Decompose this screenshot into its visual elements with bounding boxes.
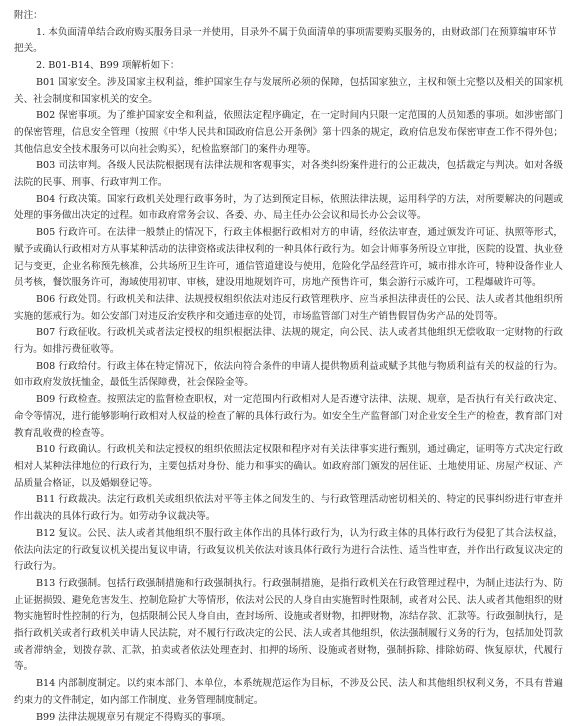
item-b13-administrative-enforcement: B13 行政强制。包括行政强制措施和行政强制执行。行政强制措施，是指行政机关在行政管理过程中，为制止违法行为、防止证据损毁、避免危害发生、控制危险扩大等情形，依法对公民的人身自由实施暂时性限制，或者对公民、法人或者其他组织的财物实施暂时性控制的行为，包括限制公民人身自由，查封场所、设施或者财物，扣押财物，冻结存款、汇款等。行政强制执行，是指行政机关或者行政机关申请人民法院，对不履行行政决定的公民、法人或者其他组织，依法强制履行义务的行为，包括加处罚款或者滞纳金，划拨存款、汇款，拍卖或者依法处理查封、扣押的场所、设施或者财物，强制拆除、排除妨碍、恢复原状，代履行等。	[14, 577, 563, 673]
item-b04-administrative-decision: B04 行政决策。国家行政机关处理行政事务时，为了达到预定目标，依照法律法规，运用科学的方法，对所要解决的问题或处理的事务做出决定的过程。如市政府常务会议、各委、办、局主任办公会议和局长办公会议等。	[14, 193, 563, 222]
item-b09-administrative-inspection: B09 行政检查。按照法定的监督检查职权，对一定范围内行政相对人是否遵守法律、法规、规章，是否执行有关行政决定、命令等情况，进行能够影响行政相对人权益的检查了解的具体行政行为。如安全生产监督部门对企业安全生产的检查，教育部门对教育乱收费的检查等。	[14, 394, 563, 439]
item-b10-administrative-confirmation: B10 行政确认。行政机关和法定授权的组织依照法定权限和程序对有关法律事实进行甄别，通过确定，证明等方式决定行政相对人某种法律地位的行政行为，主要包括对身份、能力和事实的确认。如政府部门颁发的居住证、土地使用证、房屋产权证、产品质量合格证，以及婚姻登记等。	[14, 444, 563, 489]
item-b02-confidential-matters: B02 保密事项。为了维护国家安全和利益，依照法定程序确定，在一定时间内只限一定范围的人员知悉的事项。如涉密部门的保密管理，信息安全管理（按照《中华人民共和国政府信息公开条例》第十四条的规定，政府信息发布保密审查工作不得外包；其他信息安全技术服务可以向社会购买），纪检监察部门的案件办理等。	[14, 110, 563, 155]
item-b01-national-security: B01 国家安全。涉及国家主权利益，维护国家生存与发展所必须的保障，包括国家独立，主权和领土完整以及相关的国家机关、社会制度和国家机关的安全。	[14, 76, 563, 105]
item-b06-administrative-penalty: B06 行政处罚。行政机关和法律、法规授权组织依法对违反行政管理秩序、应当承担法律责任的公民、法人或者其他组织所实施的惩戒行为。如公安部门对违反治安秩序和交通违章的处罚，市场监管部门对生产销售假冒伪劣产品的处罚等。	[14, 293, 563, 322]
item-b05-administrative-license: B05 行政许可。在法律一般禁止的情况下，行政主体根据行政相对方的申请，经依法审查，通过颁发许可证、执照等形式，赋予或确认行政相对方从事某种活动的法律资格或法律权利的一种具体行政行为。如会计师事务所设立审批，医院的设置、执业登记与变更，企业名称预先核准，公共场所卫生许可，通信管道建设与使用，危险化学品经营许可，城市排水许可，特种设备作业人员考核，餐饮服务许可，海域使用初审、审核，建设用地规划许可，房地产预售许可，集会游行示威许可，工程爆破许可等。	[14, 227, 563, 289]
item-b08-administrative-payment: B08 行政给付。行政主体在特定情况下，依法向符合条件的申请人提供物质利益或赋予其他与物质利益有关的权益的行为。如市政府发放抚恤金，最低生活保障费，社会保险金等。	[14, 360, 563, 389]
item-b14-internal-rules: B14 内部制度制定。以约束本部门、本单位，本系统规范运作为目标，不涉及公民、法人和其他组织权利义务，不具有普遍约束力的文件制定，如内部工作制度、业务管理制度制定。	[14, 678, 563, 706]
item-b99-other-prohibited: B99 法律法规规章另有规定不得购买的事项。	[36, 711, 231, 723]
item-b03-judicial-trial: B03 司法审判。各级人民法院根据现有法律法规和客观事实，对各类纠纷案件进行的公正裁决，包括裁定与判决。如对各级法院的民事、刑事、行政审判工作。	[14, 160, 563, 189]
intro-note-2: 2. B01-B14、B99 项解析如下：	[36, 60, 180, 72]
item-b07-administrative-levy: B07 行政征收。行政机关或者法定授权的组织根据法律、法规的规定，向公民、法人或者其他组织无偿收取一定财物的行政行为。如排污费征收等。	[14, 327, 563, 356]
item-b12-reconsideration: B12 复议。公民、法人或者其他组织不服行政主体作出的具体行政行为，认为行政主体的具体行政行为侵犯了其合法权益，依法向法定的行政复议机关提出复议申请，行政复议机关依法对该具体行政行为进行合法性、适当性审查，并作出行政复议决定的行政行为。	[14, 527, 563, 573]
intro-note-1: 1. 本负面清单结合政府购买服务目录一并使用，目录外不属于负面清单的事项需要购买服务的，由财政部门在预算编审环节把关。	[14, 26, 557, 55]
notes-heading: 附注：	[14, 10, 43, 21]
item-b11-administrative-ruling: B11 行政裁决。法定行政机关或组织依法对平等主体之间发生的、与行政管理活动密切相关的、特定的民事纠纷进行审查并作出裁决的具体行政行为。如劳动争议裁决等。	[14, 494, 563, 523]
